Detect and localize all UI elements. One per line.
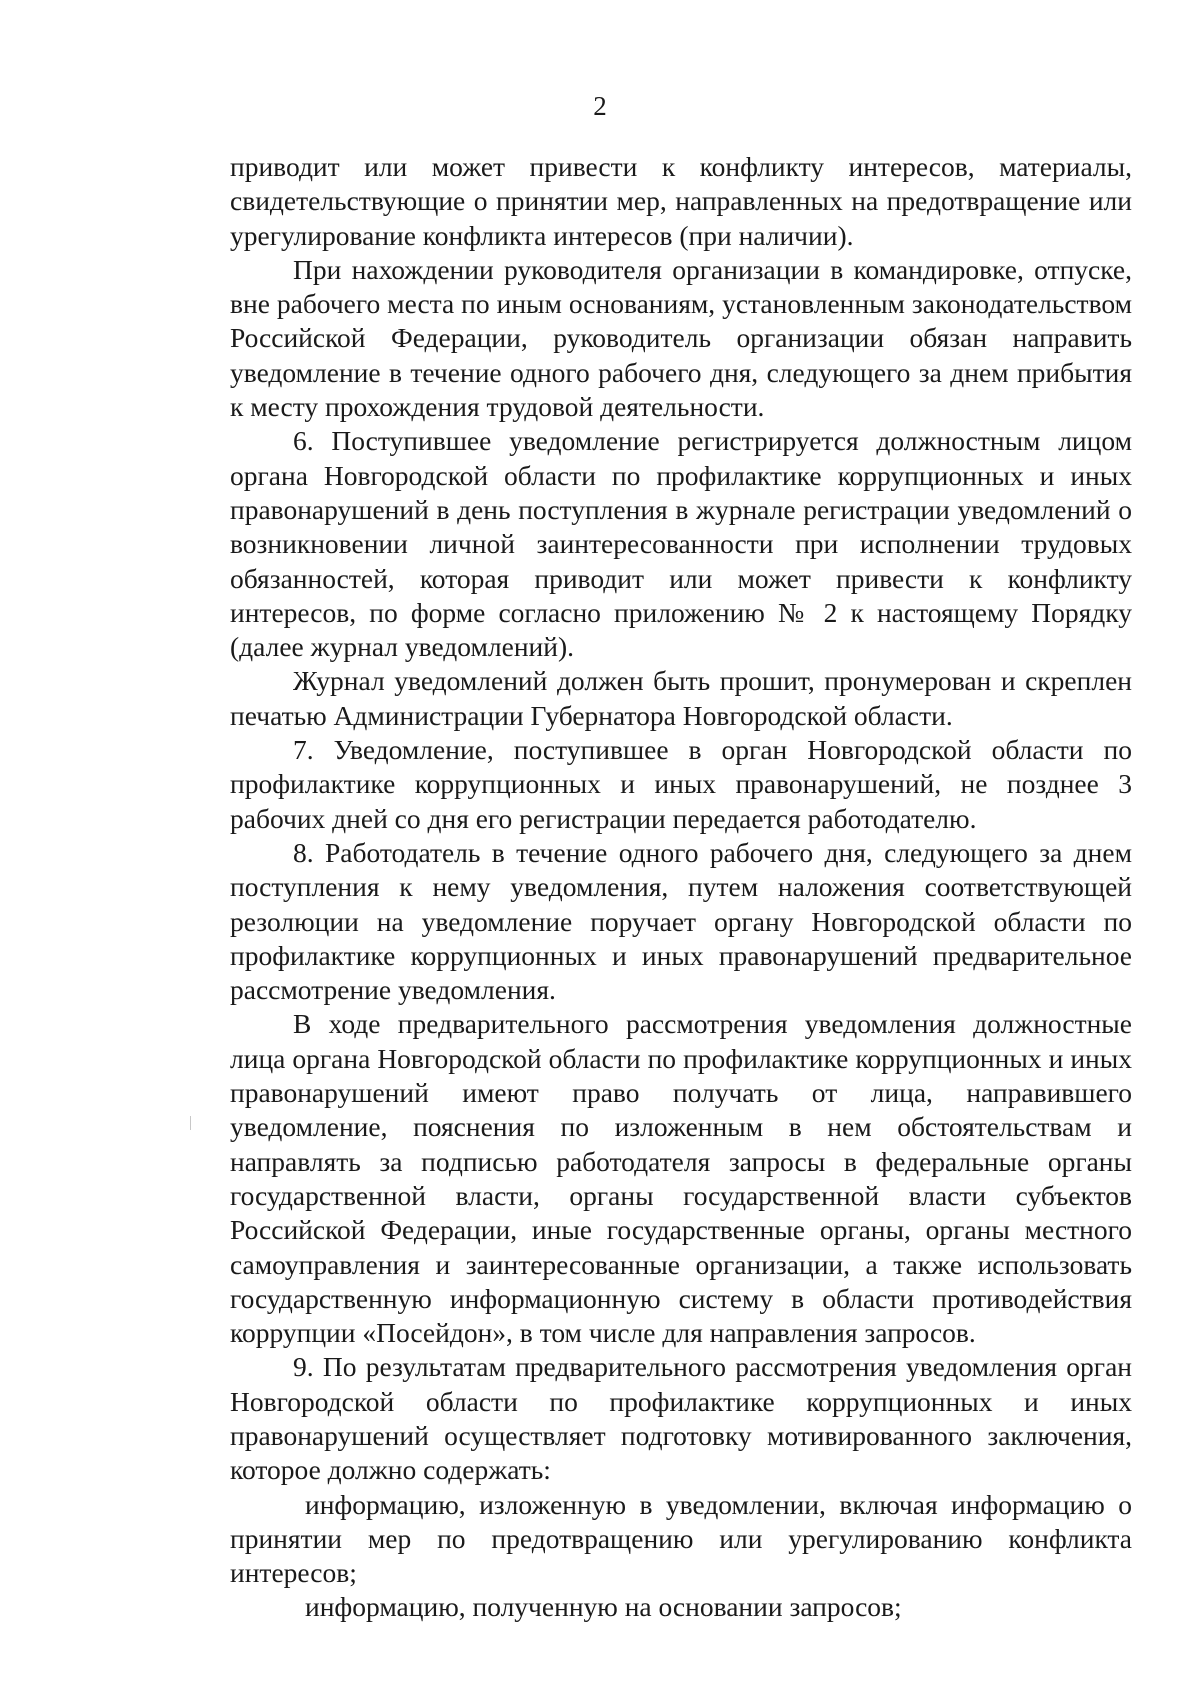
paragraph-journal: Журнал уведомлений должен быть прошит, пронумерован и скреплен печатью Администрации Губернатора Новгородской области. <box>230 665 1132 731</box>
paragraph-item-7: 7. Уведомление, поступившее в орган Новгородской области по профилактике коррупционных и иных правонарушений, не позднее 3 рабочих дней со дня его регистрации передается работодателю. <box>230 734 1132 834</box>
paragraph-item-9: 9. По результатам предварительного рассмотрения уведомления орган Новгородской области по профилактике коррупционных и иных правонарушений осуществляет подготовку мотивированного заключения, которое должно содержать: <box>230 1351 1132 1486</box>
paragraph-item-8: 8. Работодатель в течение одного рабочего дня, следующего за днем поступления к нему уведомления, путем наложения соответствующей резолюции на уведомление поручает органу Новгородской области по профилактике коррупционных и иных правонарушений предварительное рассмотрение уведомления. <box>230 836 1132 1006</box>
paragraph-continuation: приводит или может привести к конфликту интересов, материалы, свидетельствующие о принятии мер, направленных на предотвращение или урегулирование конфликта интересов (при наличии). <box>230 151 1132 251</box>
page-number: 2 <box>593 91 607 121</box>
document-body <box>230 150 1132 1625</box>
paragraph-item-6: 6. Поступившее уведомление регистрируется должностным лицом органа Новгородской области по профилактике коррупционных и иных правонарушений в день поступления в журнале регистрации уведомлений о возникновении личной заинтересованности при исполнении трудовых обязанностей, которая приводит или может привести к конфликту интересов, по форме согласно приложению № 2 к настоящему Порядку (далее журнал уведомлений). <box>230 425 1132 663</box>
list-item-request-info: информацию, полученную на основании запросов; <box>305 1591 902 1623</box>
paragraph-manager-absence: При нахождении руководителя организации в командировке, отпуске, вне рабочего места по иным основаниям, установленным законодательством Российской Федерации, руководитель организации обязан направить уведомление в течение одного рабочего дня, следующего за днем прибытия к месту прохождения трудовой деятельности. <box>230 253 1132 423</box>
paragraph-preliminary-review: В ходе предварительного рассмотрения уведомления должностные лица органа Новгородской области по профилактике коррупционных и иных правонарушений имеют право получать от лица, направившего уведомление, пояснения по изложенным в нем обстоятельствам и направлять за подписью работодателя запросы в федеральные органы государственной власти, органы государственной власти субъектов Российской Федерации, иные государственные органы, органы местного самоуправления и заинтересованные организации, а также использовать государственную информационную систему в области противодействия коррупции «Посейдон», в том числе для направления запросов. <box>230 1008 1132 1349</box>
scan-mark <box>190 1116 191 1130</box>
list-item-notification-info: информацию, изложенную в уведомлении, включая информацию о принятии мер по предотвращению или урегулированию конфликта интересов; <box>230 1488 1132 1589</box>
